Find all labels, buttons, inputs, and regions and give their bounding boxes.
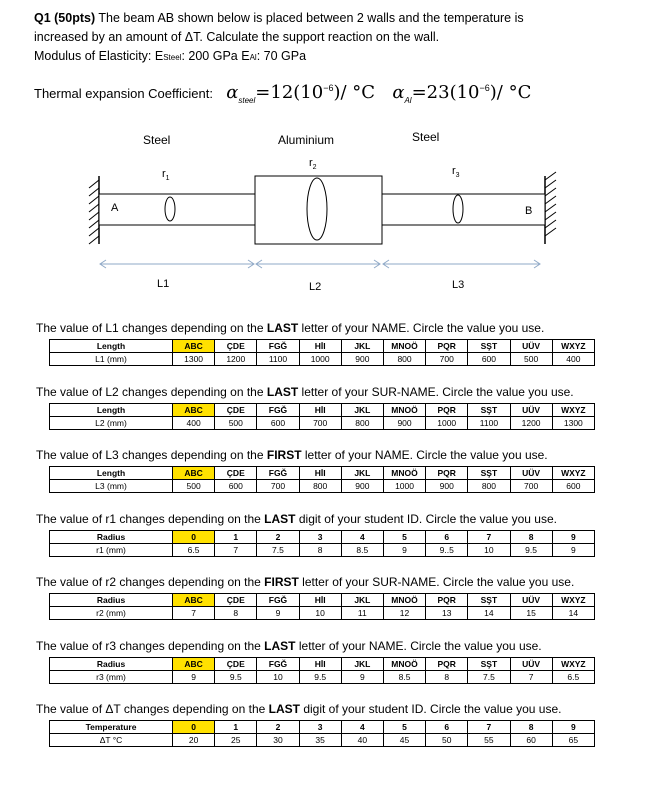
table-title-6: The value of ΔT changes depending on the LAST digit of your student ID. Circle the value you use. — [36, 702, 562, 716]
value-cell[interactable]: 9 — [173, 671, 215, 684]
table-header-row — [50, 658, 595, 671]
row-unit: r1 (mm) — [50, 544, 173, 557]
value-cell[interactable]: 600 — [257, 417, 299, 430]
header-cell: 0 — [173, 531, 215, 544]
value-cell[interactable]: 700 — [510, 480, 552, 493]
header-cell: HİI — [299, 467, 341, 480]
value-cell[interactable]: 800 — [299, 480, 341, 493]
value-cell[interactable]: 7 — [215, 544, 257, 557]
value-cell[interactable]: 14 — [552, 607, 594, 620]
header-cell: WXYZ — [552, 658, 594, 671]
value-cell[interactable]: 7.5 — [468, 671, 510, 684]
beam-diagram — [0, 0, 672, 300]
value-cell[interactable]: 700 — [257, 480, 299, 493]
row-unit: L3 (mm) — [50, 480, 173, 493]
row-header: Length — [50, 467, 173, 480]
dimension-lines — [100, 260, 540, 268]
value-cell[interactable]: 400 — [173, 417, 215, 430]
value-cell[interactable]: 8.5 — [383, 671, 425, 684]
header-cell: SŞT — [468, 467, 510, 480]
value-table-1 — [49, 403, 595, 430]
length-label-l3: L3 — [452, 279, 465, 291]
header-cell: 3 — [299, 721, 341, 734]
value-cell[interactable]: 7 — [173, 607, 215, 620]
right-wall-hatching — [545, 172, 556, 236]
header-cell: ÇDE — [215, 340, 257, 353]
value-cell[interactable]: 1200 — [510, 417, 552, 430]
header-cell: HİI — [299, 340, 341, 353]
row-unit: L2 (mm) — [50, 417, 173, 430]
table-row — [50, 544, 595, 557]
value-cell[interactable]: 14 — [468, 607, 510, 620]
header-cell: FGĞ — [257, 594, 299, 607]
header-cell: ABC — [173, 340, 215, 353]
header-cell: FGĞ — [257, 404, 299, 417]
alpha-al-symbol: α — [392, 82, 405, 103]
header-cell: ABC — [173, 594, 215, 607]
header-cell: 9 — [552, 721, 594, 734]
table-row — [50, 417, 595, 430]
header-cell: 8 — [510, 531, 552, 544]
table-title-0: The value of L1 changes depending on the LAST letter of your NAME. Circle the value you use. — [36, 321, 545, 335]
header-cell: MNOÖ — [383, 404, 425, 417]
header-cell: MNOÖ — [383, 658, 425, 671]
header-cell: WXYZ — [552, 340, 594, 353]
header-cell: UÜV — [510, 340, 552, 353]
value-cell[interactable]: 10 — [257, 671, 299, 684]
header-cell: 7 — [468, 531, 510, 544]
value-cell[interactable]: 12 — [383, 607, 425, 620]
header-cell: 8 — [510, 721, 552, 734]
header-cell: SŞT — [468, 340, 510, 353]
row-unit: L1 (mm) — [50, 353, 173, 366]
value-cell[interactable]: 11 — [341, 607, 383, 620]
material-label-steel-left: Steel — [143, 133, 171, 147]
value-cell[interactable]: 1100 — [257, 353, 299, 366]
length-label-l2: L2 — [309, 281, 322, 293]
steel-segment-left — [99, 194, 255, 225]
value-cell[interactable]: 1200 — [215, 353, 257, 366]
header-cell: UÜV — [510, 467, 552, 480]
header-cell: ÇDE — [215, 404, 257, 417]
value-cell[interactable]: 700 — [299, 417, 341, 430]
row-header: Temperature — [50, 721, 173, 734]
radius-label-r3: $r_3$ — [452, 165, 460, 180]
table-header-row — [50, 467, 595, 480]
value-cell[interactable]: 7 — [510, 671, 552, 684]
row-header: Length — [50, 340, 173, 353]
header-cell: 3 — [299, 531, 341, 544]
header-cell: MNOÖ — [383, 467, 425, 480]
header-cell: MNOÖ — [383, 594, 425, 607]
header-cell: HİI — [299, 404, 341, 417]
table-header-row — [50, 404, 595, 417]
table-title-1: The value of L2 changes depending on the LAST letter of your SUR-NAME. Circle the value you use. — [36, 385, 574, 399]
value-cell[interactable]: 40 — [341, 734, 383, 747]
value-cell[interactable]: 1300 — [173, 353, 215, 366]
question-line-2: increased by an amount of ΔT. Calculate the support reaction on the wall. — [34, 30, 440, 44]
value-cell[interactable]: 30 — [257, 734, 299, 747]
header-cell: PQR — [426, 594, 468, 607]
header-cell: 7 — [468, 721, 510, 734]
header-cell: FGĞ — [257, 340, 299, 353]
header-cell: FGĞ — [257, 467, 299, 480]
header-cell: UÜV — [510, 658, 552, 671]
header-cell: JKL — [341, 404, 383, 417]
header-cell: JKL — [341, 594, 383, 607]
modulus-line: Modulus of Elasticity: ESteel: 200 GPa EAl: 70 GPa — [34, 49, 307, 63]
table-title-4: The value of r2 changes depending on the FIRST letter of your SUR-NAME. Circle the value you use. — [36, 575, 575, 589]
value-cell[interactable]: 9 — [383, 544, 425, 557]
value-cell[interactable]: 1300 — [552, 417, 594, 430]
table-row — [50, 607, 595, 620]
value-table-3 — [49, 530, 595, 557]
length-label-l1: L1 — [157, 278, 170, 290]
header-cell: HİI — [299, 658, 341, 671]
header-cell: JKL — [341, 658, 383, 671]
value-cell[interactable]: 700 — [426, 353, 468, 366]
value-table-6 — [49, 720, 595, 747]
value-cell[interactable]: 400 — [552, 353, 594, 366]
table-row — [50, 734, 595, 747]
header-cell: WXYZ — [552, 467, 594, 480]
value-cell[interactable]: 800 — [341, 417, 383, 430]
value-cell[interactable]: 9..5 — [426, 544, 468, 557]
value-cell[interactable]: 500 — [215, 417, 257, 430]
row-header: Radius — [50, 594, 173, 607]
header-cell: WXYZ — [552, 594, 594, 607]
header-cell: PQR — [426, 467, 468, 480]
header-cell: 6 — [426, 531, 468, 544]
radius-label-r1: $r_1$ — [162, 168, 170, 183]
header-cell: ABC — [173, 404, 215, 417]
row-unit: ΔT °C — [50, 734, 173, 747]
aluminium-segment — [255, 176, 382, 244]
value-cell[interactable]: 8.5 — [341, 544, 383, 557]
value-cell[interactable]: 25 — [215, 734, 257, 747]
header-cell: UÜV — [510, 594, 552, 607]
value-cell[interactable]: 60 — [510, 734, 552, 747]
value-cell[interactable]: 1000 — [299, 353, 341, 366]
value-cell[interactable]: 900 — [341, 480, 383, 493]
steel-segment-right — [382, 194, 545, 225]
value-cell[interactable]: 9.5 — [299, 671, 341, 684]
value-cell[interactable]: 900 — [426, 480, 468, 493]
header-cell: HİI — [299, 594, 341, 607]
header-cell: 4 — [341, 721, 383, 734]
table-row — [50, 353, 595, 366]
value-cell[interactable]: 55 — [468, 734, 510, 747]
header-cell: 2 — [257, 531, 299, 544]
question-number: Q1 (50pts) — [34, 11, 96, 25]
table-row — [50, 671, 595, 684]
header-cell: ÇDE — [215, 658, 257, 671]
value-cell[interactable]: 45 — [383, 734, 425, 747]
value-table-4 — [49, 593, 595, 620]
value-table-5 — [49, 657, 595, 684]
table-title-3: The value of r1 changes depending on the LAST digit of your student ID. Circle the value you use. — [36, 512, 557, 526]
value-cell[interactable]: 50 — [426, 734, 468, 747]
row-unit: r3 (mm) — [50, 671, 173, 684]
value-cell[interactable]: 9 — [257, 607, 299, 620]
table-header-row — [50, 721, 595, 734]
header-cell: 9 — [552, 531, 594, 544]
value-cell[interactable]: 35 — [299, 734, 341, 747]
value-cell[interactable]: 600 — [552, 480, 594, 493]
question-line-1: Q1 (50pts) The beam AB shown below is placed between 2 walls and the temperature is — [34, 11, 524, 25]
end-label-a: A — [111, 202, 119, 214]
end-label-b: B — [525, 205, 533, 217]
value-cell[interactable]: 1100 — [468, 417, 510, 430]
value-cell[interactable]: 1000 — [426, 417, 468, 430]
header-cell: ÇDE — [215, 594, 257, 607]
header-cell: 1 — [215, 721, 257, 734]
value-cell[interactable]: 8 — [426, 671, 468, 684]
header-cell: ABC — [173, 658, 215, 671]
table-header-row — [50, 594, 595, 607]
value-cell[interactable]: 8 — [299, 544, 341, 557]
header-cell: ABC — [173, 467, 215, 480]
header-cell: ÇDE — [215, 467, 257, 480]
header-cell: JKL — [341, 467, 383, 480]
material-label-aluminium: Aluminium — [278, 133, 335, 147]
header-cell: 2 — [257, 721, 299, 734]
table-title-2: The value of L3 changes depending on the FIRST letter of your NAME. Circle the value you use. — [36, 448, 548, 462]
value-cell[interactable]: 9 — [552, 544, 594, 557]
value-cell[interactable]: 600 — [215, 480, 257, 493]
header-cell: 5 — [383, 721, 425, 734]
value-cell[interactable]: 500 — [173, 480, 215, 493]
table-title-5: The value of r3 changes depending on the LAST letter of your NAME. Circle the value you use. — [36, 639, 542, 653]
header-cell: 6 — [426, 721, 468, 734]
value-cell[interactable]: 7.5 — [257, 544, 299, 557]
row-unit: r2 (mm) — [50, 607, 173, 620]
value-cell[interactable]: 800 — [383, 353, 425, 366]
value-cell[interactable]: 900 — [341, 353, 383, 366]
value-cell[interactable]: 500 — [510, 353, 552, 366]
value-cell[interactable]: 10 — [468, 544, 510, 557]
table-row — [50, 480, 595, 493]
header-cell: FGĞ — [257, 658, 299, 671]
header-cell: 4 — [341, 531, 383, 544]
header-cell: 0 — [173, 721, 215, 734]
row-header: Radius — [50, 531, 173, 544]
header-cell: JKL — [341, 340, 383, 353]
value-cell[interactable]: 9 — [341, 671, 383, 684]
header-cell: SŞT — [468, 658, 510, 671]
left-wall-hatching — [89, 180, 99, 244]
value-cell[interactable]: 15 — [510, 607, 552, 620]
value-cell[interactable]: 13 — [426, 607, 468, 620]
value-cell[interactable]: 20 — [173, 734, 215, 747]
thermal-coefficient-line: Thermal expansion Coefficient: $\alpha_{steel}=12(10^{-6})/$ °C $\alpha_{Al}=23(10^{-6})/$ °C — [34, 82, 532, 105]
header-cell: PQR — [426, 404, 468, 417]
header-cell: UÜV — [510, 404, 552, 417]
value-cell[interactable]: 9.5 — [510, 544, 552, 557]
value-table-0 — [49, 339, 595, 366]
radius-label-r2: $r_2$ — [309, 157, 317, 172]
value-cell[interactable]: 600 — [468, 353, 510, 366]
header-cell: MNOÖ — [383, 340, 425, 353]
header-cell: 5 — [383, 531, 425, 544]
value-cell[interactable]: 6.5 — [552, 671, 594, 684]
alpha-steel-symbol: α — [226, 82, 239, 103]
value-table-2 — [49, 466, 595, 493]
header-cell: SŞT — [468, 404, 510, 417]
value-cell[interactable]: 8 — [215, 607, 257, 620]
table-header-row — [50, 531, 595, 544]
value-cell[interactable]: 65 — [552, 734, 594, 747]
table-header-row — [50, 340, 595, 353]
row-header: Radius — [50, 658, 173, 671]
header-cell: SŞT — [468, 594, 510, 607]
value-cell[interactable]: 900 — [383, 417, 425, 430]
header-cell: WXYZ — [552, 404, 594, 417]
value-cell[interactable]: 1000 — [383, 480, 425, 493]
header-cell: 1 — [215, 531, 257, 544]
value-cell[interactable]: 800 — [468, 480, 510, 493]
header-cell: PQR — [426, 340, 468, 353]
value-cell[interactable]: 10 — [299, 607, 341, 620]
value-cell[interactable]: 6.5 — [173, 544, 215, 557]
header-cell: PQR — [426, 658, 468, 671]
row-header: Length — [50, 404, 173, 417]
value-cell[interactable]: 9.5 — [215, 671, 257, 684]
material-label-steel-right: Steel — [412, 130, 440, 144]
